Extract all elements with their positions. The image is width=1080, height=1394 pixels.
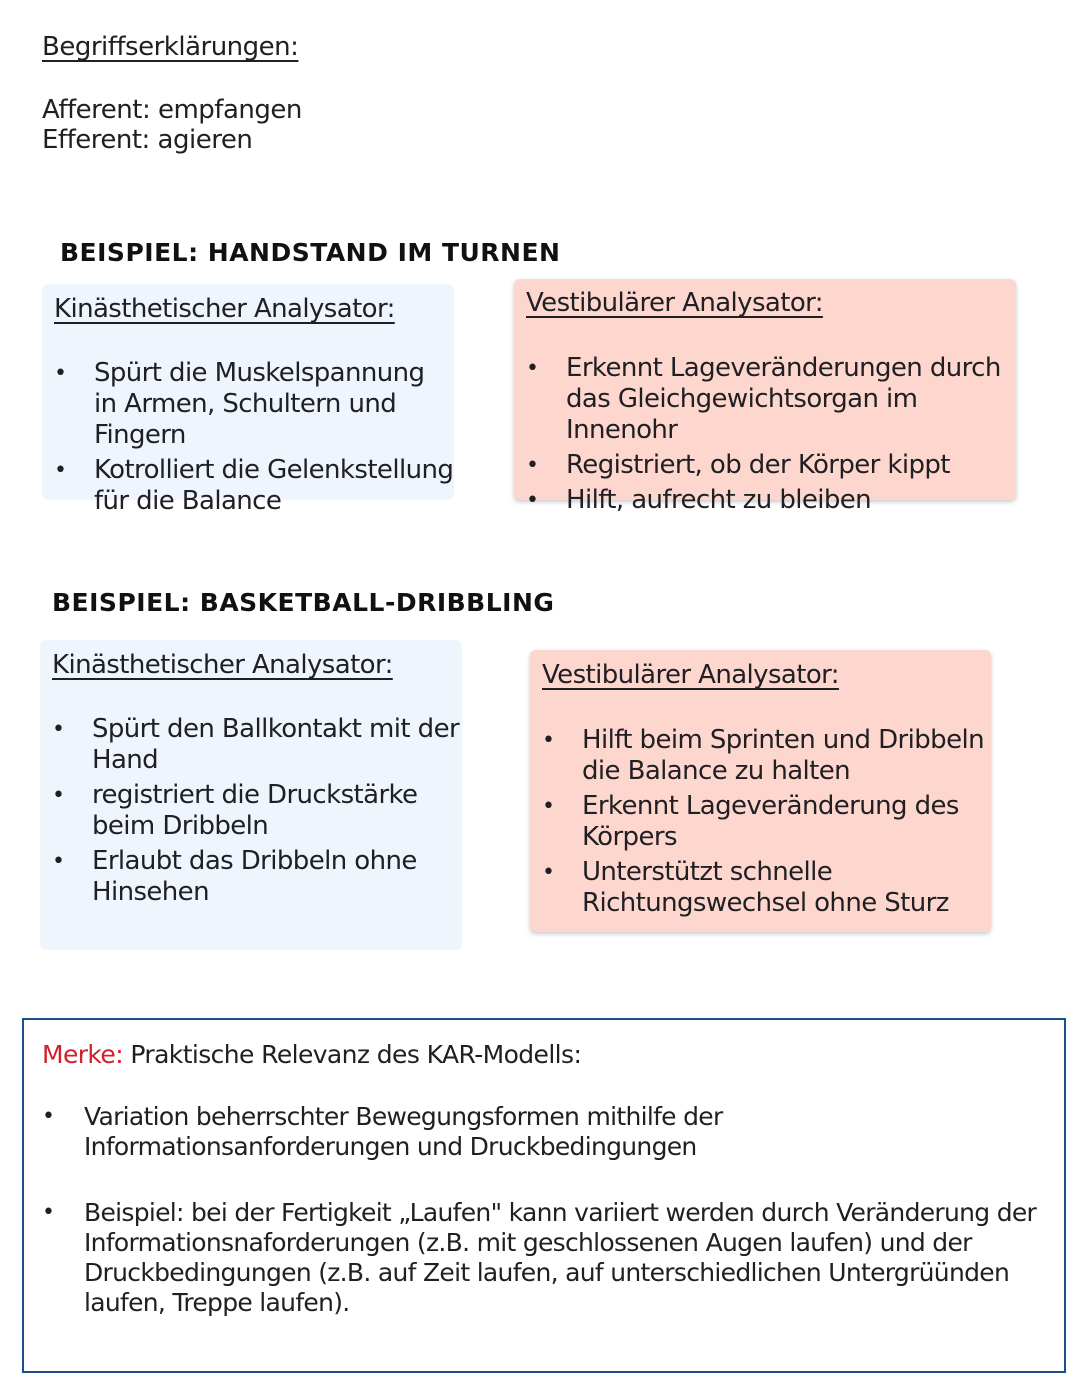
card-title: Vestibulärer Analysator:: [526, 288, 823, 318]
bullet-list: [514, 353, 1016, 520]
example-basketball-heading: BEISPIEL: BASKETBALL-DRIBBLING: [52, 588, 555, 617]
merke-list: [42, 1102, 1042, 1354]
list-item: • Spürt den Ballkontakt mit der Hand: [40, 714, 462, 776]
handstand-kinaesthetic-card: [42, 284, 454, 516]
handstand-vestibular-card: [514, 279, 1016, 515]
bullet-list: [40, 714, 462, 912]
list-item: • Registriert, ob der Körper kippt: [514, 450, 1016, 481]
list-item: • Erkennt Lageveränderung des Körpers: [530, 791, 991, 853]
card-title: Kinästhetischer Analysator:: [54, 294, 395, 324]
list-item: • Hilft, aufrecht zu bleiben: [514, 485, 1016, 516]
list-item: • registriert die Druckstärke beim Dribbeln: [40, 780, 462, 842]
card-title: Kinästhetischer Analysator:: [52, 650, 393, 680]
list-item: • Spürt die Muskelspannung in Armen, Schultern und Fingern: [42, 358, 454, 451]
merke-label: Merke:: [42, 1040, 124, 1069]
list-item: • Kotrolliert die Gelenkstellung für die Balance: [42, 455, 454, 517]
merke-heading: [42, 1040, 581, 1069]
list-item: • Erkennt Lageveränderungen durch das Gleichgewichtsorgan im Innenohr: [514, 353, 1016, 446]
basketball-vestibular-card: [530, 650, 991, 932]
definitions-title: Begriffserklärungen:: [42, 32, 299, 62]
definition-afferent: Afferent: empfangen: [42, 95, 302, 125]
list-item: • Unterstützt schnelle Richtungswechsel ohne Sturz: [530, 857, 991, 919]
basketball-kinaesthetic-card: [40, 640, 462, 950]
list-item: • Erlaubt das Dribbeln ohne Hinsehen: [40, 846, 462, 908]
list-item: • Variation beherrschter Bewegungsformen mithilfe der Informationsanforderungen und Druckbedingungen: [42, 1102, 1042, 1162]
bullet-list: [42, 358, 454, 521]
card-title: Vestibulärer Analysator:: [542, 660, 839, 690]
list-item: • Hilft beim Sprinten und Dribbeln die Balance zu halten: [530, 725, 991, 787]
list-item: • Beispiel: bei der Fertigkeit „Laufen" kann variiert werden durch Veränderung der Informationsnaforderungen (z.B. mit geschlossenen Augen laufen) und der Druckbedingungen (z.B. auf Zeit laufen, auf unterschiedlichen Untergrüünden laufen, Treppe laufen).: [42, 1198, 1042, 1318]
definition-efferent: Efferent: agieren: [42, 125, 253, 155]
example-handstand-heading: BEISPIEL: HANDSTAND IM TURNEN: [60, 238, 561, 267]
merke-title: Praktische Relevanz des KAR-Modells:: [123, 1040, 582, 1069]
merke-box: [22, 1018, 1066, 1373]
bullet-list: [530, 725, 991, 923]
